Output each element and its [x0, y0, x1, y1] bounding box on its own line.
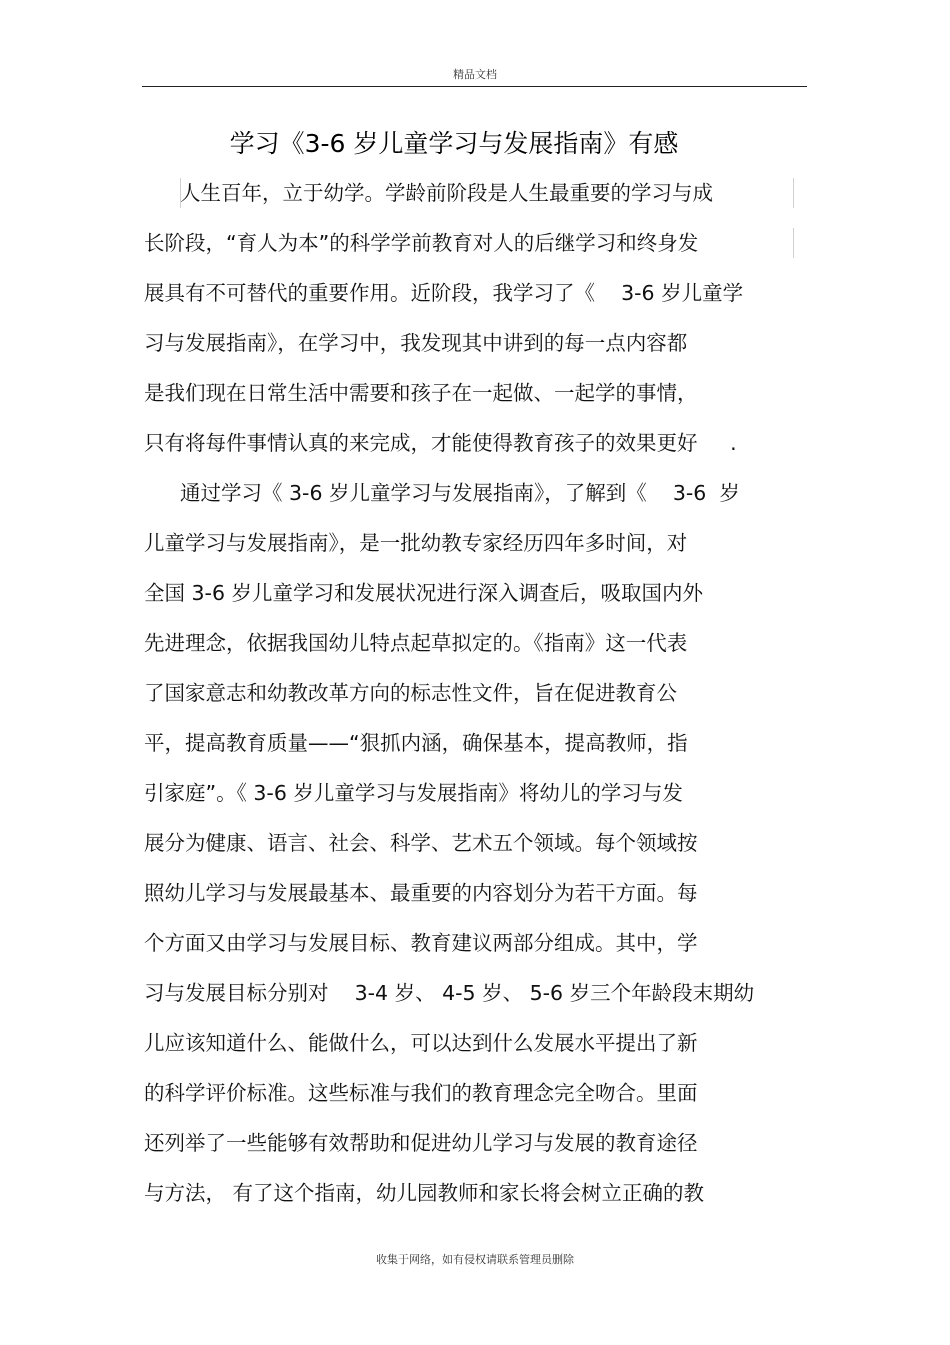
paragraph-line: 了国家意志和幼教改革方向的标志性文件，旨在促进教育公	[144, 681, 677, 705]
paragraph-line: 展具有不可替代的重要作用。近阶段，我学习了《 3-6 岁儿童学	[144, 281, 744, 305]
paragraph-line: 全国 3-6 岁儿童学习和发展状况进行深入调查后，吸取国内外	[144, 581, 704, 605]
page-header-label: 精品文档	[453, 68, 497, 81]
paragraph-line: 通过学习《 3-6 岁儿童学习与发展指南》，了解到《 3-6 岁	[180, 481, 740, 505]
paragraph-line: 的科学评价标准。这些标准与我们的教育理念完全吻合。里面	[144, 1081, 698, 1105]
paragraph-line: 习与发展指南》，在学习中，我发现其中讲到的每一点内容都	[144, 331, 688, 355]
paragraph-line: 是我们现在日常生活中需要和孩子在一起做、一起学的事情，	[144, 381, 698, 405]
paragraph-line: 照幼儿学习与发展最基本、最重要的内容划分为若干方面。每	[144, 881, 698, 905]
paragraph-line: 还列举了一些能够有效帮助和促进幼儿学习与发展的教育途径	[144, 1131, 698, 1155]
paragraph-line: 儿应该知道什么、能做什么，可以达到什么发展水平提出了新	[144, 1031, 698, 1055]
paragraph-line: 习与发展目标分别对 3-4 岁、 4-5 岁、 5-6 岁三个年龄段末期幼	[144, 981, 755, 1005]
paragraph-line: 平，提高教育质量——“狠抓内涵，确保基本，提高教师，指	[144, 731, 688, 755]
page-footer-label: 收集于网络，如有侵权请联系管理员删除	[376, 1253, 574, 1266]
paragraph-line: 儿童学习与发展指南》，是一批幼教专家经历四年多时间，对	[144, 531, 688, 555]
paragraph-line: 展分为健康、语言、社会、科学、艺术五个领域。每个领域按	[144, 831, 698, 855]
paragraph-line: 与方法， 有了这个指南，幼儿园教师和家长将会树立正确的教	[144, 1181, 705, 1205]
paragraph-line: 人生百年，立于幼学。学龄前阶段是人生最重要的学习与成	[180, 181, 713, 205]
paragraph-line: 先进理念，依据我国幼儿特点起草拟定的。《指南》这一代表	[144, 631, 688, 655]
paragraph-line: 只有将每件事情认真的来完成，才能使得教育孩子的效果更好 .	[144, 431, 737, 455]
paragraph-line: 引家庭”。《 3-6 岁儿童学习与发展指南》将幼儿的学习与发	[144, 781, 683, 805]
paragraph-line: 个方面又由学习与发展目标、教育建议两部分组成。其中，学	[144, 931, 698, 955]
paragraph-line: 长阶段，“育人为本”的科学学前教育对人的后继学习和终身发	[144, 231, 699, 255]
document-title: 学习《3-6 岁儿童学习与发展指南》有感	[229, 129, 679, 158]
